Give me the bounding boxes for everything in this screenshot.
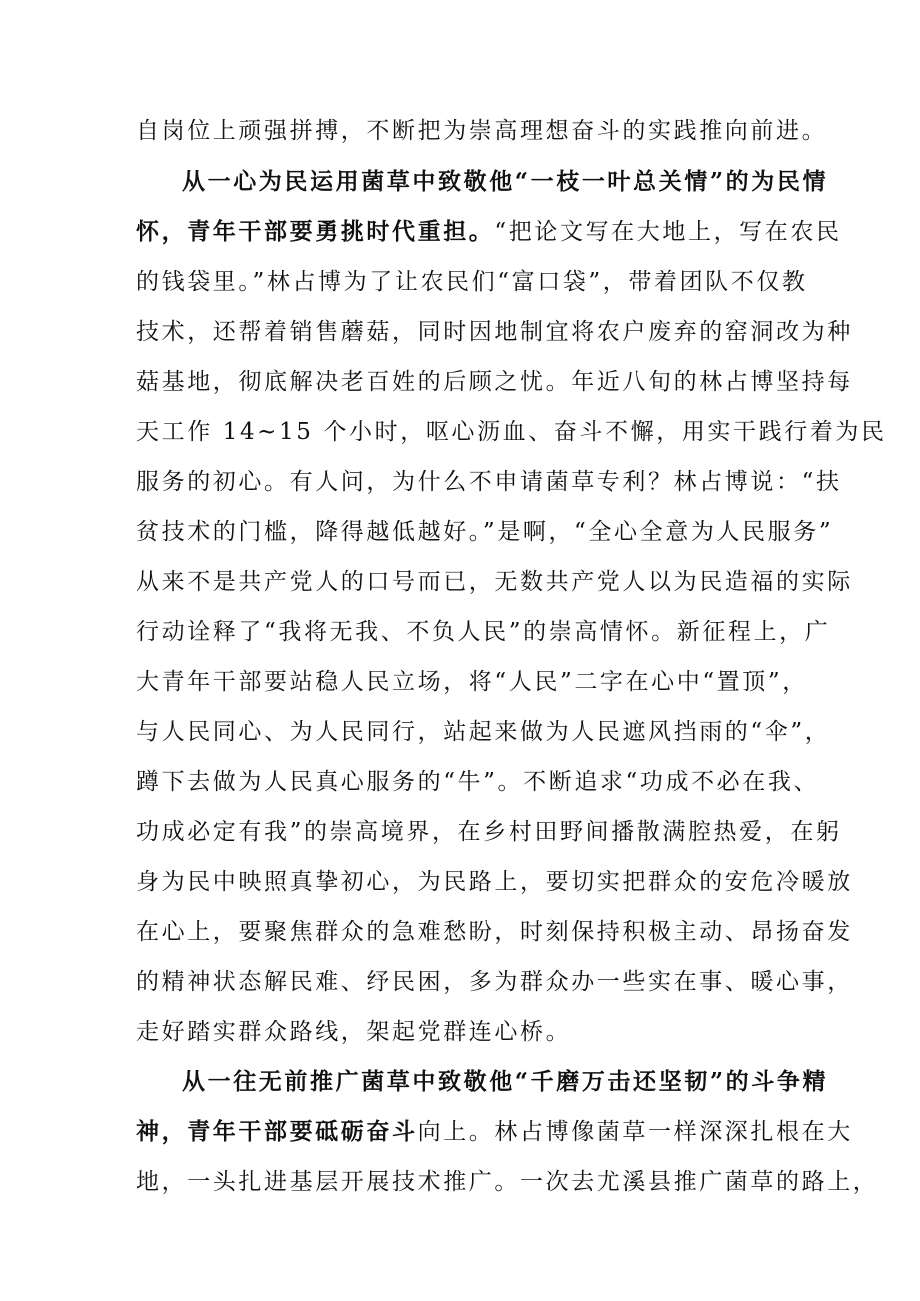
text-line: 自岗位上顽强拼搏，不断把为崇高理想奋斗的实践推向前进。 <box>136 118 828 144</box>
text-line: 走好踏实群众路线，架起党群连心桥。 <box>136 1019 572 1045</box>
text-line: 技术，还帮着销售蘑菇，同时因地制宜将农户废弃的窑洞改为种 <box>136 319 853 345</box>
text-line: 蹲下去做为人民真心服务的“牛”。不断追求“功成不必在我、 <box>136 769 820 795</box>
body-text: 向上。林占博像菌草一样深深扎根在大 <box>417 1119 853 1145</box>
text-line: 的钱袋里。”林占博为了让农民们“富口袋”，带着团队不仅教 <box>136 269 808 295</box>
text-line: 地，一头扎进基层开展技术推广。一次去尤溪县推广菌草的路上， <box>136 1169 879 1195</box>
text-line: 天工作 14~15 个小时，呕心沥血、奋斗不懈，用实干践行着为民 <box>136 419 887 445</box>
text-line: 在心上，要聚焦群众的急难愁盼，时刻保持积极主动、昂扬奋发 <box>136 919 853 945</box>
body-text: “把论文写在大地上，写在农民 <box>494 219 842 245</box>
paragraph-heading-line: 从一往无前推广菌草中致敬他“千磨万击还坚韧”的斗争精 <box>182 1068 829 1095</box>
text-line: 的精神状态解民难、纾民困，多为群众办一些实在事、暖心事， <box>136 969 853 995</box>
text-line: 从来不是共产党人的口号而已，无数共产党人以为民造福的实际 <box>136 569 853 595</box>
text-line: 与人民同心、为人民同行，站起来做为人民遮风挡雨的“伞”， <box>136 719 831 745</box>
text-line: 菇基地，彻底解决老百姓的后顾之忧。年近八旬的林占博坚持每 <box>136 369 853 395</box>
text-line: 大青年干部要站稳人民立场，将“人民”二字在心中“置顶”， <box>136 669 808 695</box>
text-line <box>136 217 842 247</box>
text-line: 身为民中映照真挚初心，为民路上，要切实把群众的安危冷暖放 <box>136 869 853 895</box>
paragraph-heading-text: 神，青年干部要砥砺奋斗 <box>136 1118 418 1145</box>
text-line: 行动诠释了“我将无我、不负人民”的崇高情怀。新征程上，广 <box>136 619 831 645</box>
text-line <box>136 1117 853 1147</box>
text-line: 贫技术的门槛，降得越低越好。”是啊，“全心全意为人民服务” <box>136 519 834 545</box>
paragraph-heading-text: 怀，青年干部要勇挑时代重担。 <box>136 218 495 245</box>
text-line: 功成必定有我”的崇高境界，在乡村田野间播散满腔热爱，在躬 <box>136 819 842 845</box>
text-line: 服务的初心。有人问，为什么不申请菌草专利？林占博说：“扶 <box>136 469 842 495</box>
paragraph-heading-line: 从一心为民运用菌草中致敬他“一枝一叶总关情”的为民情 <box>182 168 829 195</box>
